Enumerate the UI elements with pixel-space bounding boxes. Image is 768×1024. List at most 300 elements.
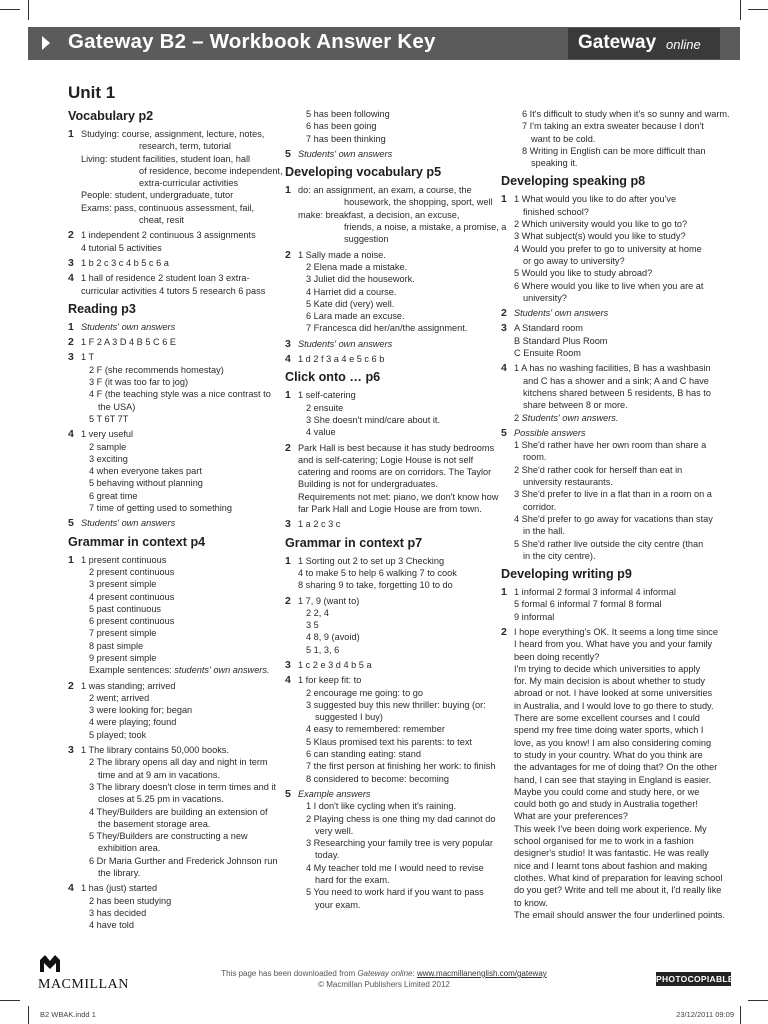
answer-line — [81, 441, 273, 453]
answer-line — [298, 442, 495, 454]
answer-line — [514, 872, 723, 884]
exercise-number: 2 — [285, 248, 291, 261]
answer-line — [298, 825, 490, 837]
exercise-number: 3 — [285, 658, 291, 671]
answer-line — [298, 518, 490, 530]
answer-text: today. — [315, 850, 340, 861]
answer-line — [514, 687, 713, 699]
answer-text: 5 T 6T 7T — [89, 413, 129, 424]
answer-line — [81, 692, 273, 704]
gateway-online-logo — [568, 28, 720, 59]
answer-line — [81, 242, 273, 254]
answer-text: hand, I can see that staying in England is easier. — [514, 774, 712, 785]
answer-text: 3 The library doesn't close in term times and it — [89, 781, 276, 792]
answer-line — [298, 674, 490, 686]
answer-line — [514, 598, 713, 610]
exercise-number: 1 — [68, 320, 74, 333]
answer-text: 1 What would you like to do after you've — [514, 194, 677, 205]
exercise-answer — [285, 674, 496, 785]
answer-text: Park Hall is best because it has study bedrooms — [298, 442, 495, 453]
answer-line — [298, 389, 490, 401]
answer-text: friends, a noise, a mistake, a promise, a — [344, 222, 507, 233]
answer-text: 4 She'd prefer to go away for vacations than stay — [514, 513, 713, 524]
answer-text: 1 present continuous — [81, 554, 167, 565]
answer-text: 7 present simple — [89, 628, 157, 639]
answer-line — [298, 607, 490, 619]
answer-text: 4 tutorial 5 activities — [81, 242, 162, 253]
answer-line — [514, 399, 713, 411]
exercise-number: 2 — [68, 229, 74, 242]
answer-text: 3 exciting — [89, 453, 128, 464]
answer-line — [81, 818, 273, 830]
answer-text: in Australia, and I would love to go there to study. — [514, 700, 714, 711]
answer-line — [298, 567, 490, 579]
answer-text: 2 went; arrived — [89, 692, 150, 703]
answer-line — [514, 206, 713, 218]
answer-line — [514, 810, 713, 822]
answer-line — [514, 823, 713, 835]
answer-line — [514, 761, 718, 773]
answer-line — [298, 478, 490, 490]
answer-text: Students' own answers — [81, 321, 176, 332]
answer-line — [81, 919, 273, 931]
answer-text: 1 Sally made a noise. — [298, 249, 386, 260]
copyright-text: © Macmillan Publishers Limited 2012 — [318, 980, 450, 989]
exercise-answer — [285, 249, 490, 335]
answer-text: Building is not for undergraduates. — [298, 479, 438, 490]
answer-line — [298, 595, 490, 607]
exercise-number: 2 — [501, 307, 507, 320]
answer-text: love, as you know! I am also considering coming — [514, 737, 712, 748]
photocopiable-badge: PHOTOCOPIABLE — [656, 974, 734, 984]
answer-line — [298, 800, 490, 812]
answer-line — [514, 451, 713, 463]
answer-text: 5 formal 6 informal 7 formal 8 formal — [514, 599, 662, 610]
exercise-number: 5 — [68, 517, 74, 530]
answer-text: share between 8 or more. — [523, 400, 628, 411]
exercise-answer — [285, 353, 490, 365]
answer-text: 2 Elena made a mistake. — [306, 261, 408, 272]
answer-text: Exams: pass, continuous assessment, fail, — [81, 202, 255, 213]
answer-line — [81, 882, 273, 894]
answer-text: 8 sharing 9 to take, forgetting 10 to do — [298, 580, 453, 591]
answer-text: Example answers — [298, 788, 371, 799]
answer-line — [298, 491, 499, 503]
answer-column-1 — [68, 108, 283, 935]
answer-line — [514, 749, 713, 761]
answer-text: suggested I buy) — [315, 712, 383, 723]
answer-line — [81, 351, 273, 363]
answer-line — [81, 128, 273, 140]
answer-line — [298, 261, 490, 273]
section-heading: Developing speaking p8 — [501, 174, 646, 189]
publisher-name: MACMILLAN — [38, 977, 129, 992]
answer-line — [81, 285, 273, 297]
answer-text: 1 She'd rather have her own room than share a — [514, 440, 707, 451]
answer-line — [81, 769, 273, 781]
answer-text: I heard from you. What have you and your family — [514, 639, 713, 650]
answer-text: 3 were looking for; began — [89, 705, 193, 716]
exercise-answer — [501, 108, 730, 169]
answer-text: nice and I learnt tons about fashion and making — [514, 860, 708, 871]
section-heading: Developing vocabulary p5 — [285, 165, 442, 180]
answer-text: 1 has (just) started — [81, 883, 158, 894]
answer-line — [298, 736, 490, 748]
answer-line — [514, 586, 713, 598]
answer-text: I hope everything's OK. It seems a long time since — [514, 626, 718, 637]
answer-text: A Standard room — [514, 323, 583, 334]
exercise-number: 1 — [501, 193, 507, 206]
answer-text: 1 self-catering — [298, 390, 356, 401]
exercise-number: 4 — [68, 428, 74, 441]
exercise-number: 3 — [285, 518, 291, 531]
answer-text: 4 They/Builders are building an extension of — [89, 806, 268, 817]
answer-line — [81, 477, 273, 489]
answer-line — [298, 196, 493, 208]
answer-text: research, term, tutorial — [139, 141, 231, 152]
exercise-answer — [501, 625, 725, 921]
answer-line — [81, 465, 273, 477]
answer-text: in the city centre). — [523, 550, 596, 561]
answer-text: 6 Where would you like to live when you are at — [514, 280, 704, 291]
answer-text: Students' own answers — [81, 518, 176, 529]
answer-text: kitchens shared between 5 residents, B has to — [523, 387, 711, 398]
answer-text: 8 Writing in English can be more difficult than — [522, 145, 706, 156]
answer-line — [298, 773, 490, 785]
answer-line — [514, 884, 722, 896]
answer-line — [298, 233, 490, 245]
answer-text: finished school? — [523, 206, 589, 217]
answer-line — [81, 729, 273, 741]
answer-text: 3 Juliet did the housework. — [306, 274, 415, 285]
answer-text: 1 A has no washing facilities, B has a washbasin — [514, 363, 711, 374]
answer-text: 7 Francesca did her/an/the assignment. — [306, 323, 468, 334]
exercise-number: 2 — [68, 679, 74, 692]
answer-text: do you get? Write and tell me about it, I'd really like — [514, 885, 722, 896]
exercise-number: 2 — [501, 625, 507, 638]
answer-text: 2 — [514, 412, 522, 423]
answer-text: Students' own answers — [298, 338, 393, 349]
answer-line — [514, 847, 713, 859]
answer-text: 1 Sorting out 2 to set up 3 Checking — [298, 555, 445, 566]
crop-mark — [0, 9, 20, 10]
answer-line — [514, 335, 713, 347]
exercise-answer — [285, 338, 490, 350]
answer-line — [514, 476, 713, 488]
answer-line — [81, 756, 273, 768]
answer-line — [514, 243, 713, 255]
answer-line — [81, 165, 283, 177]
download-notice — [0, 968, 768, 990]
exercise-number: 1 — [285, 554, 291, 567]
answer-text: to study in your country. What do you think are — [514, 749, 703, 760]
answer-text: This week I've been doing work experience. My — [514, 823, 707, 834]
answer-text-italic: students' own answers. — [174, 665, 270, 676]
exercise-number: 5 — [285, 147, 291, 160]
answer-text: 3 She doesn't mind/care about it. — [306, 414, 441, 425]
answer-line — [298, 837, 493, 849]
answer-text: could both go and study in Australia together! — [514, 799, 698, 810]
answer-line — [81, 793, 273, 805]
answer-text: corridor. — [523, 501, 557, 512]
answer-text: extra-curricular activities — [139, 178, 239, 189]
answer-text: 3 present simple — [89, 579, 157, 590]
answer-text: 6 great time — [89, 490, 138, 501]
answer-line — [514, 157, 713, 169]
exercise-answer — [68, 744, 278, 879]
exercise-answer — [285, 595, 490, 656]
crop-mark — [28, 0, 29, 20]
answer-text: 7 the first person at finishing her work: to finish — [306, 761, 496, 772]
answer-line — [298, 503, 490, 515]
answer-text: 4 have told — [89, 920, 134, 931]
answer-text: 4 value — [306, 427, 336, 438]
answer-line — [81, 627, 273, 639]
answer-text: 7 I'm taking an extra sweater because I don't — [522, 121, 704, 132]
answer-line — [298, 849, 490, 861]
answer-text: Maybe you could come and study here, or we — [514, 786, 700, 797]
answer-line — [81, 578, 273, 590]
notice-site: Gateway online — [357, 969, 413, 978]
answer-line — [514, 464, 713, 476]
answer-text: Students' own answers — [514, 308, 609, 319]
exercise-number: 3 — [68, 744, 74, 757]
answer-line — [81, 189, 273, 201]
answer-line — [298, 748, 490, 760]
exercise-answer — [68, 229, 273, 254]
answer-line — [298, 249, 490, 261]
exercise-answer — [501, 586, 713, 623]
answer-text: People: student, undergraduate, tutor — [81, 190, 234, 201]
answer-line — [514, 439, 713, 451]
exercise-number: 2 — [285, 441, 291, 454]
answer-line — [81, 153, 273, 165]
answer-text: 5 Would you like to study abroad? — [514, 268, 653, 279]
answer-text: 3 What subject(s) would you like to study? — [514, 231, 686, 242]
answer-line — [514, 193, 713, 205]
answer-line — [81, 664, 273, 676]
section-heading: Grammar in context p4 — [68, 534, 206, 549]
answer-line — [514, 835, 713, 847]
exercise-answer — [501, 427, 713, 562]
answer-text: 5 played; took — [89, 729, 147, 740]
answer-line — [81, 453, 273, 465]
answer-line — [514, 651, 713, 663]
answer-line — [81, 867, 273, 879]
answer-text: 4 easy to remembered: remember — [306, 724, 445, 735]
answer-line — [298, 579, 490, 591]
answer-line — [81, 652, 273, 664]
answer-line — [298, 322, 490, 334]
answer-line — [81, 830, 273, 842]
answer-line — [81, 272, 273, 284]
notice-colon: : — [412, 969, 417, 978]
answer-line — [298, 120, 490, 132]
answer-line — [514, 860, 713, 872]
exercise-answer — [285, 555, 490, 592]
answer-line — [514, 638, 713, 650]
answer-text: 4 when everyone takes part — [89, 466, 202, 477]
exercise-answer — [285, 787, 496, 911]
answer-text: the library. — [98, 868, 141, 879]
exercise-answer — [285, 659, 490, 671]
answer-line — [298, 426, 490, 438]
exercise-answer — [285, 518, 490, 530]
answer-column-2 — [285, 108, 507, 914]
answer-line — [514, 675, 713, 687]
exercise-answer — [68, 680, 273, 741]
exercise-answer — [68, 882, 273, 931]
answer-line — [298, 310, 490, 322]
answer-text: of residence, become independent, — [139, 165, 283, 176]
date-slug: 23/12/2011 09:09 — [676, 1010, 734, 1019]
answer-line — [81, 895, 273, 907]
answer-line — [514, 292, 713, 304]
answer-line — [81, 214, 273, 226]
answer-line — [81, 615, 273, 627]
answer-text: 2 Playing chess is one thing my dad cannot do — [306, 813, 496, 824]
answer-text: very well. — [315, 825, 354, 836]
answer-line — [298, 454, 490, 466]
exercise-number: 4 — [68, 882, 74, 895]
answer-line — [298, 108, 490, 120]
answer-line — [514, 525, 713, 537]
answer-line — [298, 402, 490, 414]
answer-text: 4 F (the teaching style was a nice contrast to — [89, 389, 271, 400]
exercise-number: 1 — [68, 553, 74, 566]
answer-line — [514, 550, 713, 562]
exercise-answer — [501, 362, 713, 423]
answer-line — [514, 387, 713, 399]
section-heading: Click onto … p6 — [285, 370, 381, 385]
header-banner — [28, 27, 740, 60]
answer-line — [514, 218, 713, 230]
answer-line — [514, 724, 713, 736]
exercise-number: 3 — [68, 351, 74, 364]
answer-text: 6 can standing eating: stand — [306, 749, 421, 760]
answer-line — [514, 280, 713, 292]
exercise-number: 3 — [285, 337, 291, 350]
answer-text: suggestion — [344, 234, 389, 245]
answer-line — [298, 221, 507, 233]
answer-text: 1 for keep fit: to — [298, 675, 362, 686]
exercise-number: 3 — [501, 322, 507, 335]
answer-text: hard for the exam. — [315, 875, 390, 886]
answer-line — [514, 774, 713, 786]
answer-text: Students' own answers — [298, 148, 393, 159]
answer-line — [298, 133, 490, 145]
exercise-answer — [68, 517, 273, 529]
answer-line — [81, 566, 273, 578]
answer-line — [81, 336, 273, 348]
answer-text: Possible answers — [514, 427, 586, 438]
answer-line — [514, 375, 713, 387]
answer-line — [298, 862, 490, 874]
exercise-answer — [68, 128, 283, 226]
answer-text: want to be cold. — [531, 133, 596, 144]
answer-text: in the hall. — [523, 526, 565, 537]
answer-line — [514, 538, 713, 550]
page-title: Gateway B2 – Workbook Answer Key — [68, 30, 436, 53]
answer-text: 5 Klaus promised text his parents: to text — [306, 736, 472, 747]
exercise-number: 1 — [501, 586, 507, 599]
answer-line — [298, 886, 490, 898]
answer-text: 1 informal 2 formal 3 informal 4 informal — [514, 587, 676, 598]
answer-text: 3 F (it was too far to jog) — [89, 377, 189, 388]
answer-text: for. My main decision is about whether to study — [514, 676, 705, 687]
exercise-number: 5 — [285, 787, 291, 800]
answer-line — [514, 513, 713, 525]
exercise-number: 2 — [285, 594, 291, 607]
answer-text: cheat, resit — [139, 215, 184, 226]
answer-text: 5 She'd rather live outside the city centre (than — [514, 538, 704, 549]
file-slug: B2 WBAK.indd 1 — [40, 1010, 96, 1019]
answer-text: 5 past continuous — [89, 603, 162, 614]
answer-text: and C has a shower and a sink; A and C have — [523, 375, 709, 386]
answer-line — [81, 554, 273, 566]
exercise-answer — [68, 257, 273, 269]
answer-line — [298, 619, 490, 631]
answer-text: do: an assignment, an exam, a course, the — [298, 185, 472, 196]
answer-column-3 — [501, 108, 730, 924]
answer-text: university restaurants. — [523, 477, 613, 488]
answer-line — [514, 267, 713, 279]
answer-text: curricular activities 4 tutors 5 research 6 pass — [81, 285, 266, 296]
answer-text: room. — [523, 452, 547, 463]
brand-sub: online — [666, 37, 701, 52]
crop-mark — [748, 9, 768, 10]
answer-line — [298, 760, 496, 772]
exercise-answer — [285, 441, 499, 516]
answer-line — [298, 209, 490, 221]
answer-line — [81, 376, 273, 388]
exercise-answer — [285, 389, 490, 438]
answer-line — [81, 640, 273, 652]
answer-text: 6 Lara made an excuse. — [306, 311, 405, 322]
exercise-number: 2 — [68, 336, 74, 349]
answer-line — [81, 907, 273, 919]
answer-line — [514, 626, 718, 638]
answer-text: 3 She'd prefer to live in a flat than in a room on a — [514, 489, 712, 500]
answer-text: spend my free time doing water sports, which I — [514, 725, 704, 736]
answer-text: 1 was standing; arrived — [81, 680, 176, 691]
answer-text: school organised for me to work in a fashion — [514, 836, 694, 847]
answer-text: 8 considered to become: becoming — [306, 773, 450, 784]
exercise-answer — [501, 193, 713, 304]
answer-text: Requirements not met: piano, we don't know how — [298, 491, 499, 502]
answer-text: far Park Hall and Logie House are from town. — [298, 504, 482, 515]
exercise-answer — [285, 184, 507, 245]
answer-text: your exam. — [315, 899, 361, 910]
answer-line — [81, 388, 273, 400]
section-heading: Reading p3 — [68, 301, 136, 316]
exercise-number: 1 — [68, 128, 74, 140]
answer-line — [81, 517, 273, 529]
answer-line — [298, 148, 490, 160]
answer-line — [81, 413, 273, 425]
answer-text: catering and rooms are on corridors. The Taylor — [298, 467, 492, 478]
answer-line — [514, 120, 713, 132]
answer-line — [514, 700, 713, 712]
answer-line — [81, 229, 273, 241]
exercise-answer — [501, 322, 713, 359]
answer-line — [298, 273, 490, 285]
answer-line — [514, 362, 713, 374]
answer-line — [81, 364, 273, 376]
gateway-url-link[interactable]: www.macmillanenglish.com/gateway — [416, 969, 547, 978]
answer-text: 6 present continuous — [89, 616, 175, 627]
answer-line — [298, 899, 490, 911]
